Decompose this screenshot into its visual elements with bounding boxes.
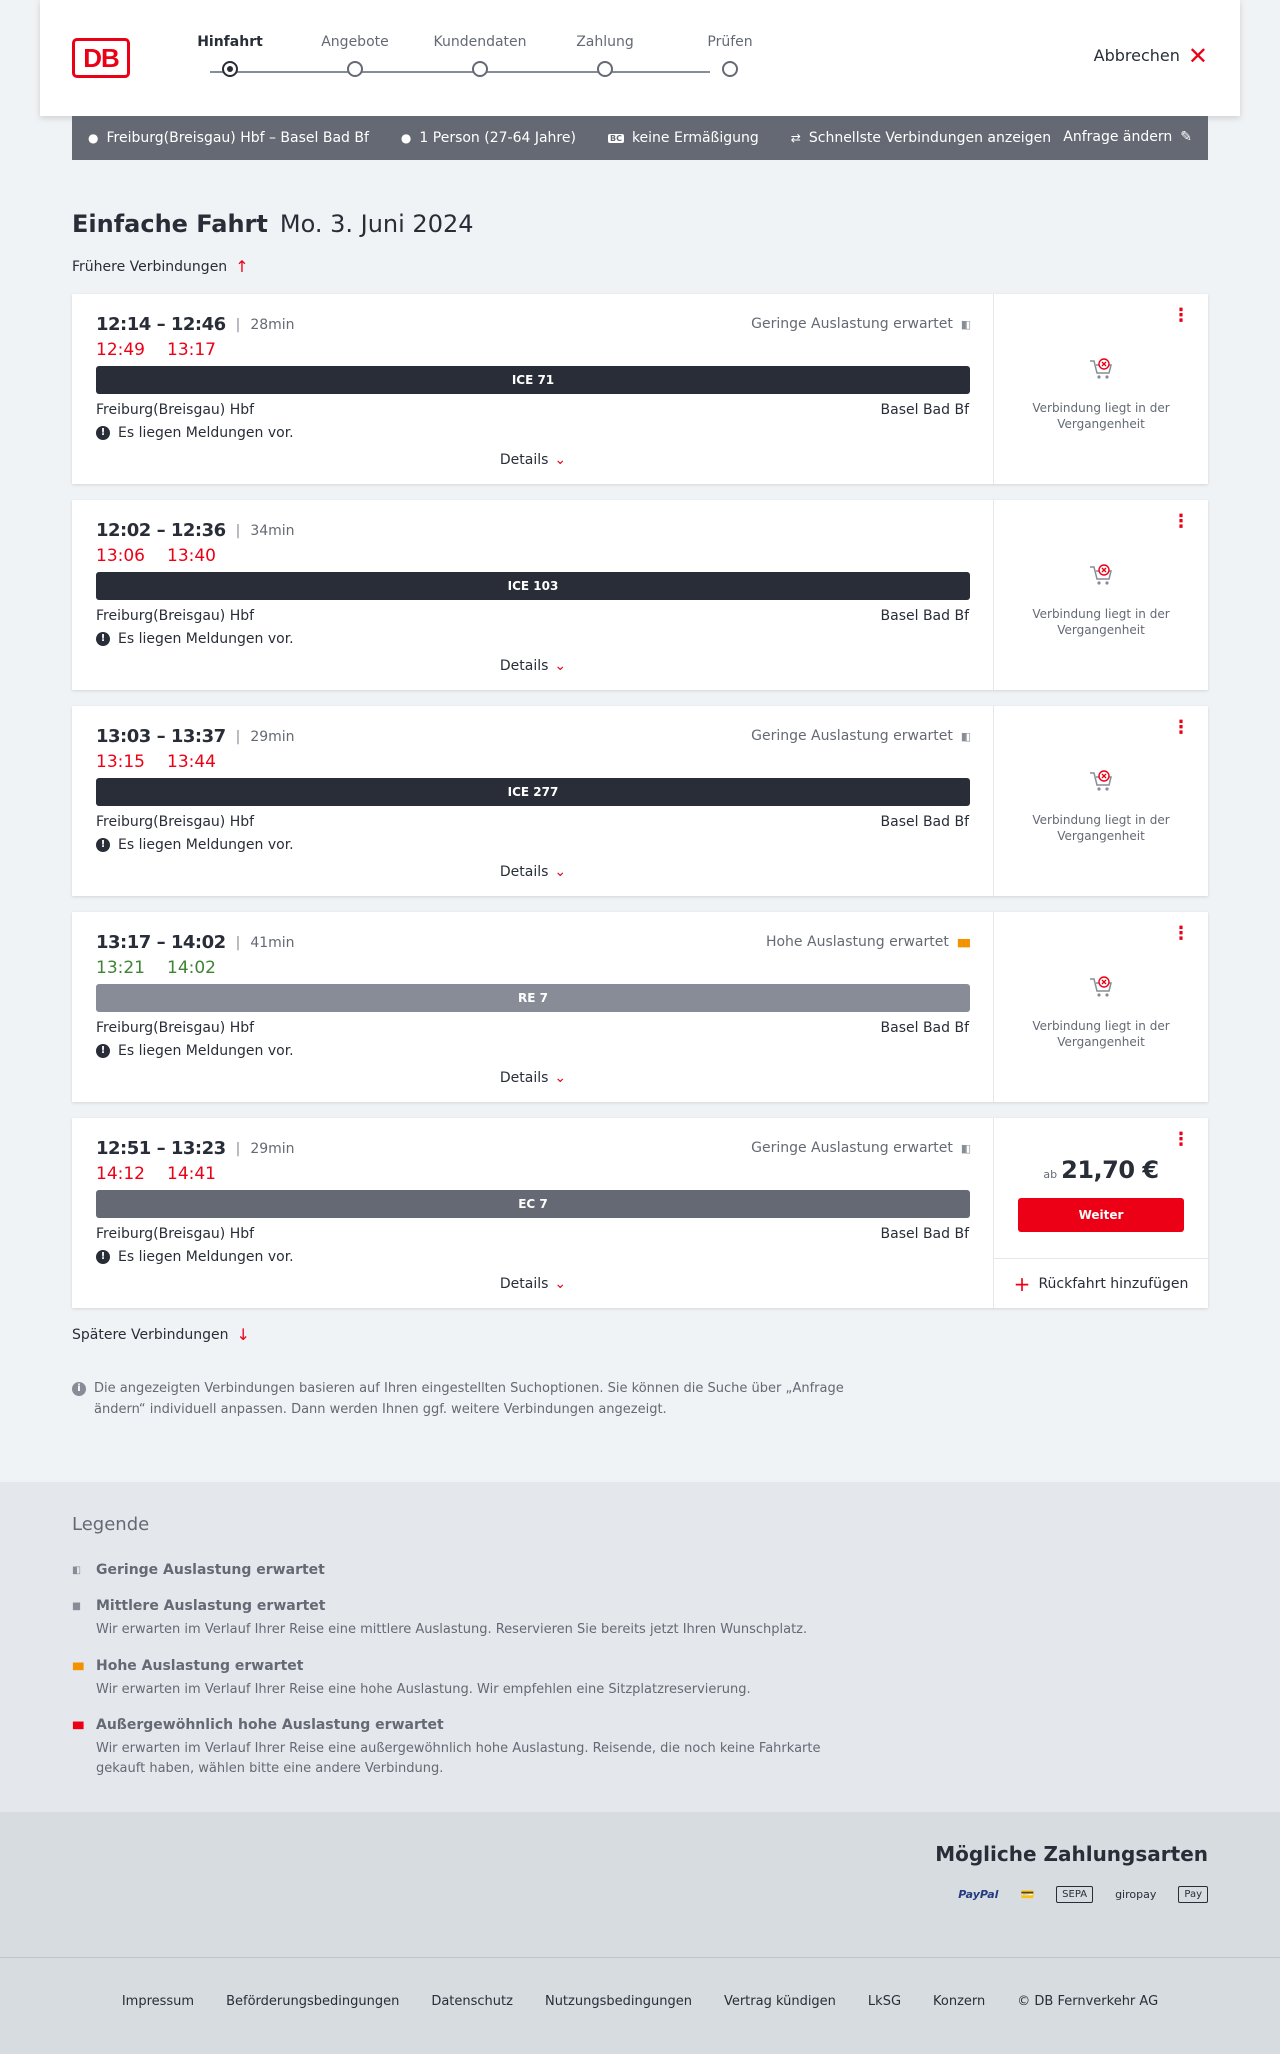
offer-area — [994, 294, 1208, 484]
db-logo[interactable]: DB — [72, 38, 130, 78]
price — [994, 1156, 1208, 1184]
realtime-departure: 12:49 — [96, 340, 145, 360]
more-options-icon[interactable]: ⋮ — [1172, 1129, 1190, 1150]
footer-link[interactable]: Konzern — [933, 1994, 986, 2009]
apple-pay-logo — [1178, 1886, 1208, 1903]
notice — [96, 425, 294, 441]
train-segment-bar[interactable]: EC 7 — [96, 1190, 970, 1218]
footer-links — [0, 1994, 1280, 2009]
apple-pay-text: Pay — [1184, 1889, 1202, 1900]
legend-section — [0, 1482, 1280, 1812]
occupancy-indicator — [751, 728, 969, 744]
arrival-station: Basel Bad Bf — [880, 402, 969, 418]
arrival-station: Basel Bad Bf — [880, 814, 969, 830]
footer-link[interactable]: Datenschutz — [431, 1994, 513, 2009]
offer-area — [994, 1118, 1208, 1308]
details-toggle[interactable] — [72, 864, 994, 880]
paypal-logo: PayPal — [958, 1888, 999, 1901]
departure-station: Freiburg(Breisgau) Hbf — [96, 608, 255, 624]
legend-title: Legende — [72, 1514, 150, 1535]
legend-item-low — [72, 1562, 852, 1578]
legend-item-desc: Wir erwarten im Verlauf Ihrer Reise eine außergewöhnlich hohe Auslastung. Reisende, die noch keine Fahrkarte gekauft haben, wählen bitte eine andere Verbindung. — [96, 1741, 821, 1776]
payment-logos — [958, 1886, 1208, 1903]
price-prefix: ab — [1043, 1168, 1058, 1181]
occupancy-indicator — [751, 1140, 969, 1156]
stepper-line — [210, 71, 710, 73]
separator: | — [235, 316, 241, 333]
occupancy-low-icon: ▮▯ — [960, 317, 969, 331]
add-return-trip-button[interactable] — [994, 1258, 1208, 1308]
realtime-times — [96, 546, 216, 566]
occupancy-low-icon: ▮▯ — [960, 1141, 969, 1155]
chevron-down-icon: ⌄ — [554, 1276, 567, 1292]
duration: 29min — [250, 728, 295, 745]
legend-item-title: Hohe Auslastung erwartet — [96, 1658, 304, 1674]
later-connections-link[interactable] — [72, 1325, 250, 1344]
payment-methods-section — [0, 1812, 1280, 1957]
connection-details-area[interactable] — [72, 912, 994, 1102]
notice-text: Es liegen Meldungen vor. — [118, 631, 294, 647]
past-connection-text: Verbindung liegt in der Vergangenheit — [1032, 1019, 1170, 1049]
fastest-text: Schnellste Verbindungen anzeigen — [808, 130, 1052, 146]
bahncard-icon: BC — [609, 133, 622, 143]
details-label: Details — [499, 1276, 549, 1292]
sepa-logo: SEPA — [1056, 1886, 1093, 1903]
more-options-icon[interactable]: ⋮ — [1172, 717, 1190, 738]
step-label: Kundendaten — [433, 34, 527, 50]
close-icon: ✕ — [1187, 41, 1208, 70]
cart-unavailable-icon — [1088, 768, 1114, 794]
occupancy-low-icon: ▮▯ — [72, 1564, 80, 1576]
edit-request-button[interactable] — [1063, 129, 1192, 145]
details-toggle[interactable] — [72, 658, 994, 674]
planned-time: 12:02 – 12:36 — [96, 520, 226, 541]
realtime-times — [96, 1164, 216, 1184]
earlier-connections-link[interactable] — [72, 257, 249, 276]
realtime-arrival: 13:44 — [167, 752, 216, 772]
summary-route — [88, 130, 369, 146]
realtime-departure: 13:21 — [96, 958, 145, 978]
footer-link[interactable]: © DB Fernverkehr AG — [1017, 1994, 1159, 2009]
step-label: Prüfen — [707, 34, 753, 50]
occupancy-medium-icon: ▮▮ — [72, 1600, 80, 1612]
discount-text: keine Ermäßigung — [631, 130, 759, 146]
details-toggle[interactable] — [72, 1070, 994, 1086]
offer-area — [994, 500, 1208, 690]
arrow-up-icon: ↑ — [235, 257, 249, 276]
step-zahlung[interactable] — [545, 34, 665, 54]
arrow-down-icon: ↓ — [236, 1325, 250, 1344]
notice — [96, 1043, 294, 1059]
summary-passengers — [401, 130, 576, 146]
planned-times — [96, 1138, 295, 1159]
edit-request-label: Anfrage ändern — [1063, 129, 1173, 145]
past-connection-text: Verbindung liegt in der Vergangenheit — [1032, 813, 1170, 843]
connection-details-area[interactable] — [72, 1118, 994, 1308]
search-summary-bar — [72, 116, 1208, 160]
duration: 34min — [250, 522, 295, 539]
duration: 29min — [250, 1140, 295, 1157]
alert-icon: ! — [96, 1044, 110, 1058]
notice — [96, 837, 294, 853]
price-value: 21,70 € — [1061, 1156, 1159, 1184]
step-pruefen[interactable] — [670, 34, 790, 54]
step-dot — [597, 61, 613, 77]
chevron-down-icon: ⌄ — [554, 658, 567, 674]
details-label: Details — [499, 452, 549, 468]
cancel-label: Abbrechen — [1093, 46, 1180, 65]
legend-item-title: Außergewöhnlich hohe Auslastung erwartet — [96, 1717, 444, 1733]
connection-card — [72, 500, 1208, 690]
info-icon: i — [72, 1382, 86, 1396]
occupancy-indicator — [751, 316, 969, 332]
planned-time: 12:51 – 13:23 — [96, 1138, 226, 1159]
connection-card — [72, 706, 1208, 896]
summary-discount — [608, 130, 759, 146]
notice — [96, 631, 294, 647]
details-label: Details — [499, 1070, 549, 1086]
info-note — [72, 1378, 852, 1420]
chevron-down-icon: ⌄ — [554, 864, 567, 880]
route-text: Freiburg(Breisgau) Hbf – Basel Bad Bf — [106, 130, 369, 146]
departure-station: Freiburg(Breisgau) Hbf — [96, 1020, 255, 1036]
footer-link[interactable]: Vertrag kündigen — [723, 1994, 836, 2009]
planned-time: 13:03 – 13:37 — [96, 726, 226, 747]
realtime-arrival: 13:17 — [167, 340, 216, 360]
step-label: Angebote — [321, 34, 389, 50]
legend-item-title: Mittlere Auslastung erwartet — [96, 1598, 326, 1614]
step-dot — [472, 61, 488, 77]
connection-card — [72, 912, 1208, 1102]
continue-button[interactable]: Weiter — [1018, 1198, 1184, 1232]
realtime-arrival: 14:41 — [167, 1164, 216, 1184]
connection-details-area[interactable] — [72, 706, 994, 896]
step-hinfahrt[interactable] — [170, 34, 290, 54]
swap-arrows-icon: ⇄ — [790, 131, 801, 145]
trip-date: Mo. 3. Juni 2024 — [279, 210, 474, 238]
planned-times — [96, 932, 295, 953]
page-title — [72, 210, 474, 238]
details-label: Details — [499, 864, 549, 880]
duration: 41min — [250, 934, 295, 951]
departure-station: Freiburg(Breisgau) Hbf — [96, 1226, 255, 1242]
occupancy-text: Geringe Auslastung erwartet — [751, 728, 953, 744]
planned-times — [96, 726, 295, 747]
alert-icon: ! — [96, 1250, 110, 1264]
notice-text: Es liegen Meldungen vor. — [118, 1043, 294, 1059]
offer-area — [994, 912, 1208, 1102]
planned-time: 13:17 – 14:02 — [96, 932, 226, 953]
separator: | — [235, 728, 241, 745]
train-segment-bar[interactable]: ICE 71 — [96, 366, 970, 394]
offer-area — [994, 706, 1208, 896]
more-options-icon[interactable]: ⋮ — [1172, 511, 1190, 532]
pencil-icon: ✎ — [1180, 129, 1192, 145]
footer — [0, 1957, 1280, 2054]
trip-type: Einfache Fahrt — [72, 210, 268, 238]
plus-icon: + — [1013, 1271, 1031, 1296]
duration: 28min — [250, 316, 295, 333]
passengers-text: 1 Person (27-64 Jahre) — [419, 130, 576, 146]
separator: | — [235, 1140, 241, 1157]
summary-fastest — [791, 130, 1051, 146]
step-dot — [347, 61, 363, 77]
train-segment-bar[interactable]: ICE 103 — [96, 572, 970, 600]
realtime-departure: 13:06 — [96, 546, 145, 566]
occupancy-exceptional-icon: ▮▮▮ — [72, 1719, 83, 1731]
realtime-times — [96, 340, 216, 360]
past-connection-text: Verbindung liegt in der Vergangenheit — [1032, 401, 1170, 431]
connection-details-area[interactable] — [72, 500, 994, 690]
footer-link[interactable]: LkSG — [867, 1994, 902, 2009]
alert-icon: ! — [96, 838, 110, 852]
earlier-label: Frühere Verbindungen — [72, 258, 228, 275]
arrival-station: Basel Bad Bf — [880, 1020, 969, 1036]
arrival-station: Basel Bad Bf — [880, 608, 969, 624]
progress-stepper — [170, 34, 753, 84]
details-toggle[interactable] — [72, 452, 994, 468]
notice-text: Es liegen Meldungen vor. — [118, 837, 294, 853]
step-angebote[interactable] — [295, 34, 415, 54]
planned-times — [96, 314, 295, 335]
realtime-arrival: 14:02 — [167, 958, 216, 978]
footer-link[interactable]: Nutzungsbedingungen — [544, 1994, 692, 2009]
realtime-departure: 13:15 — [96, 752, 145, 772]
legend-item-desc: Wir erwarten im Verlauf Ihrer Reise eine hohe Auslastung. Wir empfehlen eine Sitzplatzreservierung. — [96, 1682, 751, 1697]
legend-item-desc: Wir erwarten im Verlauf Ihrer Reise eine mittlere Auslastung. Reservieren Sie bereits jetzt Ihren Wunschplatz. — [96, 1622, 808, 1637]
occupancy-text: Geringe Auslastung erwartet — [751, 316, 953, 332]
occupancy-indicator — [766, 934, 969, 950]
cart-unavailable-icon — [1088, 562, 1114, 588]
alert-icon: ! — [96, 632, 110, 646]
legend-item-exceptional — [72, 1717, 852, 1779]
realtime-times — [96, 752, 216, 772]
step-label: Zahlung — [576, 34, 634, 50]
alert-icon: ! — [96, 426, 110, 440]
payment-title: Mögliche Zahlungsarten — [935, 1842, 1208, 1866]
details-toggle[interactable] — [72, 1276, 994, 1292]
arrival-station: Basel Bad Bf — [880, 1226, 969, 1242]
details-label: Details — [499, 658, 549, 674]
occupancy-low-icon: ▮▯ — [960, 729, 969, 743]
occupancy-high-icon: ▮▮▮ — [72, 1660, 83, 1672]
step-dot-active — [222, 61, 238, 77]
legend-item-medium — [72, 1598, 852, 1640]
occupancy-high-icon: ▮▮▮ — [956, 935, 969, 949]
step-dot — [722, 61, 738, 77]
realtime-departure: 14:12 — [96, 1164, 145, 1184]
step-label: Hinfahrt — [197, 34, 263, 50]
more-options-icon[interactable]: ⋮ — [1172, 305, 1190, 326]
add-return-label: Rückfahrt hinzufügen — [1038, 1275, 1189, 1292]
separator: | — [235, 522, 241, 539]
step-kundendaten[interactable] — [420, 34, 540, 54]
separator: | — [235, 934, 241, 951]
departure-station: Freiburg(Breisgau) Hbf — [96, 814, 255, 830]
person-icon: ● — [400, 131, 412, 145]
chevron-down-icon: ⌄ — [554, 1070, 567, 1086]
giropay-logo: giropay — [1115, 1888, 1157, 1901]
notice-text: Es liegen Meldungen vor. — [118, 425, 294, 441]
more-options-icon[interactable]: ⋮ — [1172, 923, 1190, 944]
notice — [96, 1249, 294, 1265]
occupancy-text: Geringe Auslastung erwartet — [751, 1140, 953, 1156]
later-label: Spätere Verbindungen — [72, 1326, 229, 1343]
legend-item-high — [72, 1658, 852, 1700]
cart-unavailable-icon — [1088, 974, 1114, 1000]
cancel-button[interactable] — [1093, 41, 1208, 70]
notice-text: Es liegen Meldungen vor. — [118, 1249, 294, 1265]
chevron-down-icon: ⌄ — [554, 452, 567, 468]
connection-card — [72, 294, 1208, 484]
realtime-times — [96, 958, 216, 978]
occupancy-text: Hohe Auslastung erwartet — [765, 934, 949, 950]
departure-station: Freiburg(Breisgau) Hbf — [96, 402, 255, 418]
booking-header — [40, 0, 1240, 116]
footer-link[interactable]: Beförderungsbedingungen — [226, 1994, 400, 2009]
info-note-text: Die angezeigten Verbindungen basieren auf Ihren eingestellten Suchoptionen. Sie können die Suche über „Anfrage ändern“ individuell anpassen. Dann werden Ihnen ggf. weitere Verbindungen angezeigt. — [94, 1381, 844, 1417]
cart-unavailable-icon — [1088, 356, 1114, 382]
connection-card — [72, 1118, 1208, 1308]
connection-details-area[interactable] — [72, 294, 994, 484]
footer-link[interactable]: Impressum — [121, 1994, 195, 2009]
location-pin-icon: ● — [88, 131, 99, 145]
credit-card-icon: 💳 — [1020, 1888, 1035, 1901]
past-connection-text: Verbindung liegt in der Vergangenheit — [1032, 607, 1170, 637]
train-segment-bar[interactable]: RE 7 — [96, 984, 970, 1012]
planned-time: 12:14 – 12:46 — [96, 314, 226, 335]
train-segment-bar[interactable]: ICE 277 — [96, 778, 970, 806]
legend-item-title: Geringe Auslastung erwartet — [96, 1562, 325, 1578]
planned-times — [96, 520, 295, 541]
realtime-arrival: 13:40 — [167, 546, 216, 566]
